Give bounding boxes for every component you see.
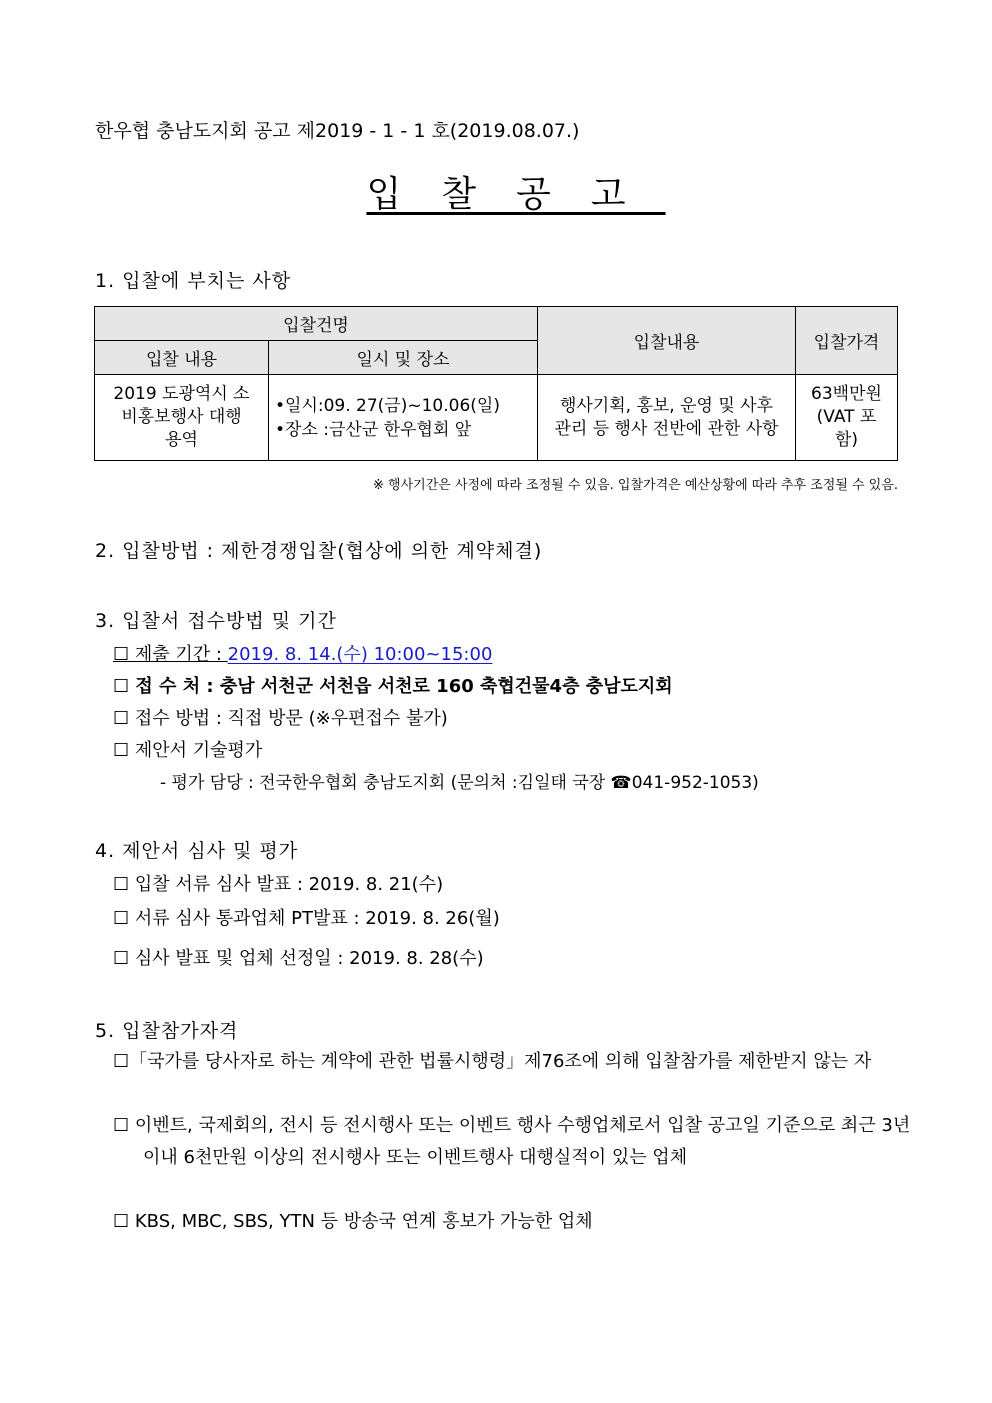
th-bid-content: 입찰내용: [538, 307, 796, 375]
cell-content: 행사기획, 홍보, 운영 및 사후관리 등 행사 전반에 관한 사항: [538, 375, 796, 461]
cell-place: •장소 :금산군 한우협회 앞: [275, 419, 472, 440]
cell-date: •일시:09. 27(금)~10.06(일): [275, 395, 500, 416]
table-note: ※ 행사기간은 사정에 따라 조정될 수 있음. 입찰가격은 예산상황에 따라 추후 조정될 수 있음.: [373, 478, 898, 493]
cell-item: 2019 도광역시 소비홍보행사 대행 용역: [95, 375, 269, 461]
th-bid-name: 입찰건명: [95, 307, 538, 341]
title-text: 입찰공고: [366, 174, 666, 215]
section2-heading: 2. 입찰방법 : 제한경쟁입찰(협상에 의한 계약체결): [95, 540, 543, 562]
section1-heading: 1. 입찰에 부치는 사항: [95, 270, 292, 292]
th-item: 입찰 내용: [95, 341, 269, 375]
notice-number: 한우협 충남도지회 공고 제2019 - 1 - 1 호(2019.08.07.): [95, 120, 580, 142]
submission-period-label: ☐ 제출 기간 :: [113, 644, 228, 665]
review-item-2: ☐ 서류 심사 통과업체 PT발표 : 2019. 8. 26(월): [113, 908, 500, 929]
cell-price: 63백만원 (VAT 포함): [796, 375, 898, 461]
submission-period: [113, 640, 492, 666]
submission-method: ☐ 접수 방법 : 직접 방문 (※우편접수 불가): [113, 708, 448, 729]
th-bid-price: 입찰가격: [796, 307, 898, 375]
proposal-evaluation: ☐ 제안서 기술평가: [113, 740, 263, 761]
th-when-where: 일시 및 장소: [269, 341, 538, 375]
section4-heading: 4. 제안서 심사 및 평가: [95, 840, 299, 862]
review-item-1: ☐ 입찰 서류 심사 발표 : 2019. 8. 21(수): [113, 874, 444, 895]
page-title: [0, 166, 992, 217]
section5-heading: 5. 입찰참가자격: [95, 1020, 239, 1042]
qualification-item-3: ☐ KBS, MBC, SBS, YTN 등 방송국 연계 홍보가 가능한 업체: [113, 1211, 593, 1232]
submission-place: ☐ 접 수 처 : 충남 서천군 서천읍 서천로 160 축협건물4층 충남도지회: [113, 676, 673, 697]
section3-heading: 3. 입찰서 접수방법 및 기간: [95, 610, 337, 632]
cell-when-where: [269, 375, 538, 461]
bid-table: [94, 306, 898, 461]
qualification-item-2: ☐ 이벤트, 국제회의, 전시 등 전시행사 또는 이벤트 행사 수행업체로서 입찰 공고일 기준으로 최근 3년 이내 6천만원 이상의 전시행사 또는 이벤트행사 대행실적이 있는 업체: [113, 1115, 911, 1168]
review-item-3: ☐ 심사 발표 및 업체 선정일 : 2019. 8. 28(수): [113, 948, 484, 969]
submission-period-value: 2019. 8. 14.(수) 10:00~15:00: [227, 644, 493, 665]
qualification-item-1: ☐「국가를 당사자로 하는 계약에 관한 법률시행령」제76조에 의해 입찰참가를 제한받지 않는 자: [113, 1051, 872, 1072]
evaluator-contact: - 평가 담당 : 전국한우협회 충남도지회 (문의처 :김일태 국장 ☎041-952-1053): [160, 773, 759, 793]
